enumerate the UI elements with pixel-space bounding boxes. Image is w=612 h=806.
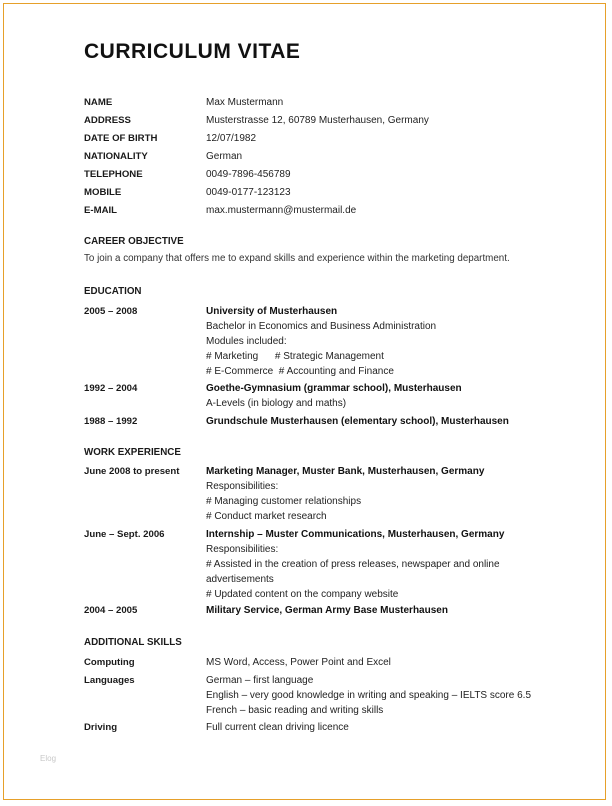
skill-label: Languages bbox=[84, 675, 135, 686]
education-detail: # E-Commerce # Accounting and Finance bbox=[206, 366, 394, 377]
education-detail: A-Levels (in biology and maths) bbox=[206, 398, 347, 409]
work-title: Military Service, German Army Base Musterhausen bbox=[206, 605, 448, 616]
work-detail: # Assisted in the creation of press releases, newspaper and online bbox=[206, 559, 500, 570]
personal-label: TELEPHONE bbox=[84, 169, 143, 180]
education-title: University of Musterhausen bbox=[206, 306, 338, 317]
education-period: 2005 – 2008 bbox=[84, 306, 138, 317]
skill-line: Full current clean driving licence bbox=[206, 722, 349, 733]
cv-title: CURRICULUM VITAE bbox=[84, 40, 301, 63]
work-detail: Responsibilities: bbox=[206, 544, 279, 555]
career-heading: CAREER OBJECTIVE bbox=[84, 236, 184, 247]
personal-value: 0049-7896-456789 bbox=[206, 169, 291, 180]
education-title: Grundschule Musterhausen (elementary school), Musterhausen bbox=[206, 416, 509, 427]
work-title: Internship – Muster Communications, Musterhausen, Germany bbox=[206, 529, 505, 540]
personal-label: NAME bbox=[84, 97, 113, 108]
education-detail: Modules included: bbox=[206, 336, 287, 347]
personal-value: max.mustermann@mustermail.de bbox=[206, 205, 357, 216]
skill-line: French – basic reading and writing skills bbox=[206, 705, 384, 716]
skill-line: English – very good knowledge in writing and speaking – IELTS score 6.5 bbox=[206, 690, 532, 701]
education-period: 1992 – 2004 bbox=[84, 383, 138, 394]
skills-heading: ADDITIONAL SKILLS bbox=[84, 637, 182, 648]
work-heading: WORK EXPERIENCE bbox=[84, 447, 181, 458]
work-period: June 2008 to present bbox=[84, 466, 180, 477]
work-detail: # Managing customer relationships bbox=[206, 496, 362, 507]
personal-value: Max Mustermann bbox=[206, 97, 284, 108]
personal-value: 12/07/1982 bbox=[206, 133, 257, 144]
personal-label: NATIONALITY bbox=[84, 151, 148, 162]
personal-value: German bbox=[206, 151, 243, 162]
work-title: Marketing Manager, Muster Bank, Musterhausen, Germany bbox=[206, 466, 485, 477]
skill-label: Computing bbox=[84, 657, 135, 668]
education-period: 1988 – 1992 bbox=[84, 416, 138, 427]
work-detail: advertisements bbox=[206, 574, 274, 585]
personal-label: MOBILE bbox=[84, 187, 122, 198]
personal-label: E-MAIL bbox=[84, 205, 118, 216]
skill-label: Driving bbox=[84, 722, 118, 733]
watermark: Elog bbox=[40, 754, 57, 763]
career-text: To join a company that offers me to expand skills and experience within the marketing department. bbox=[84, 253, 510, 264]
work-period: June – Sept. 2006 bbox=[84, 529, 165, 540]
work-period: 2004 – 2005 bbox=[84, 605, 138, 616]
work-detail: # Updated content on the company website bbox=[206, 589, 399, 600]
personal-value: 0049-0177-123123 bbox=[206, 187, 291, 198]
work-detail: Responsibilities: bbox=[206, 481, 279, 492]
skill-line: German – first language bbox=[206, 675, 314, 686]
skill-line: MS Word, Access, Power Point and Excel bbox=[206, 657, 391, 668]
education-detail: Bachelor in Economics and Business Administration bbox=[206, 321, 437, 332]
work-detail: # Conduct market research bbox=[206, 511, 327, 522]
education-title: Goethe-Gymnasium (grammar school), Musterhausen bbox=[206, 383, 462, 394]
education-detail: # Marketing # Strategic Management bbox=[206, 351, 384, 362]
personal-value: Musterstrasse 12, 60789 Musterhausen, Germany bbox=[206, 115, 429, 126]
education-heading: EDUCATION bbox=[84, 286, 142, 297]
personal-label: ADDRESS bbox=[84, 115, 131, 126]
personal-label: DATE OF BIRTH bbox=[84, 133, 158, 144]
